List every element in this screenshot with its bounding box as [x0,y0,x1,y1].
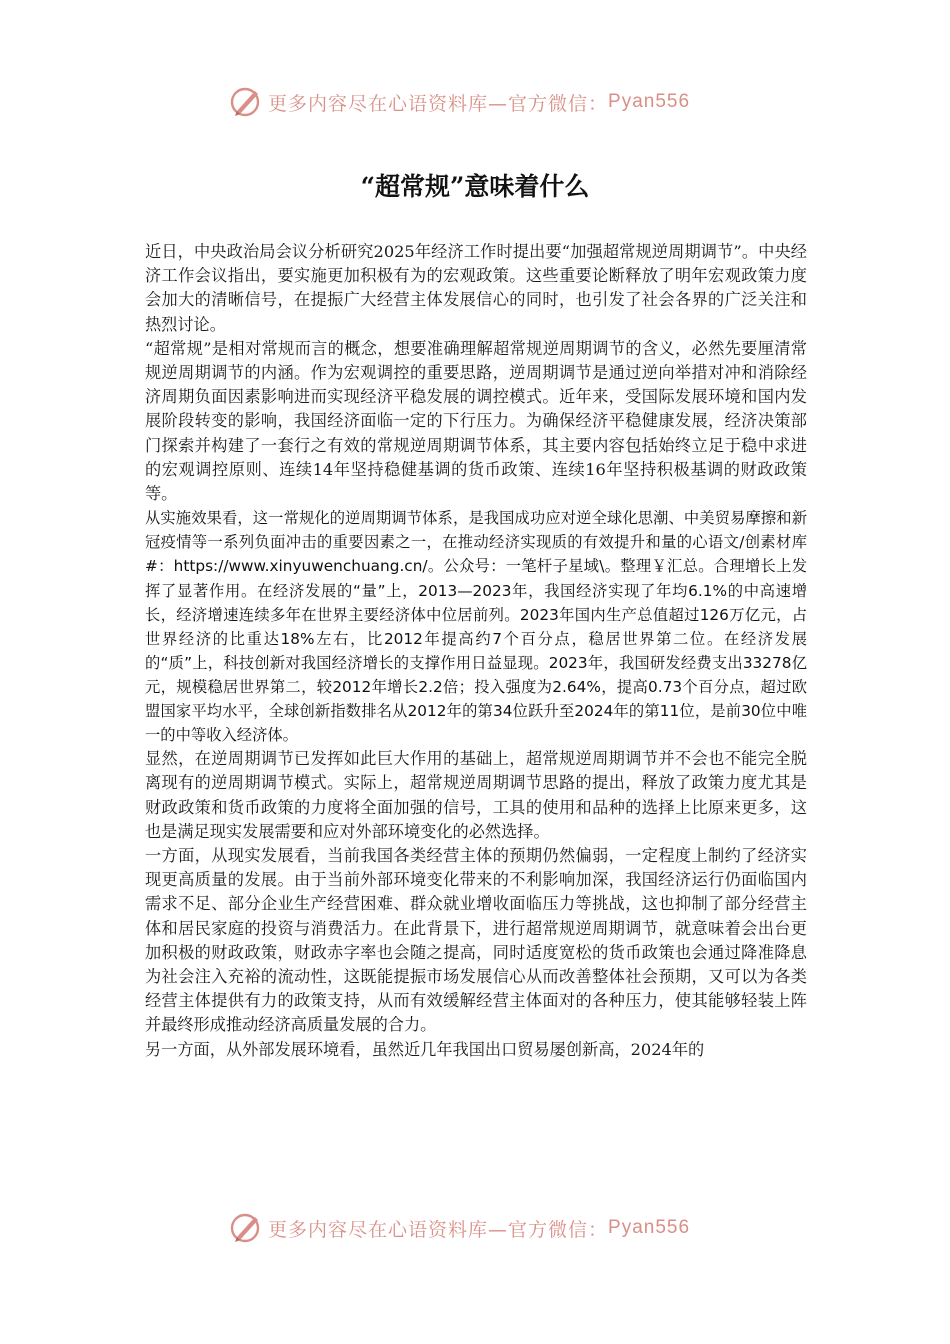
article-paragraph: “超常规”是相对常规而言的概念，想要准确理解超常规逆周期调节的含义，必然先要厘清常规逆周期调节的内涵。作为宏观调控的重要思路，逆周期调节是通过逆向举措对冲和消除经济周期负面因素影响进而实现经济平稳发展的调控模式。近年来，受国际发展环境和国内发展阶段转变的影响，我国经济面临一定的下行压力。为确保经济平稳健康发展，经济决策部门探索并构建了一套行之有效的常规逆周期调节体系，其主要内容包括始终立足于稳中求进的宏观调控原则、连续14年坚持稳健基调的货币政策、连续16年坚持积极基调的财政政策等。 [145,338,807,504]
header-banner-text: 更多内容尽在心语资料库—官方微信： [268,92,609,115]
pen-logo-icon [228,84,264,120]
pen-logo-icon [228,1210,264,1246]
header-watermark-banner [228,82,748,122]
footer-banner-wechat: Pyan556 [608,1217,691,1238]
article-paragraph: 一方面，从现实发展看，当前我国各类经营主体的预期仍然偏弱，一定程度上制约了经济实现更高质量的发展。由于当前外部环境变化带来的不利影响加深，我国经济运行仍面临国内需求不足、部分企业生产经营困难、群众就业增收面临压力等挑战，这也抑制了部分经营主体和居民家庭的投资与消费活力。在此背景下，进行超常规逆周期调节，就意味着会出台更加积极的财政政策，财政赤字率也会随之提高，同时适度宽松的货币政策也会通过降准降息为社会注入充裕的流动性，这既能提振市场发展信心从而改善整体社会预期，又可以为各类经营主体提供有力的政策支持，从而有效缓解经营主体面对的各种压力，使其能够轻装上阵并最终形成推动经济高质量发展的合力。 [145,845,807,1035]
article-paragraph: 近日，中央政治局会议分析研究2025年经济工作时提出要“加强超常规逆周期调节”。中央经济工作会议指出，要实施更加积极有为的宏观政策。这些重要论断释放了明年宏观政策力度会加大的清晰信号，在提振广大经营主体发展信心的同时，也引发了社会各界的广泛关注和热烈讨论。 [145,242,807,334]
article-paragraph: 显然，在逆周期调节已发挥如此巨大作用的基础上，超常规逆周期调节并不会也不能完全脱离现有的逆周期调节模式。实际上，超常规逆周期调节思路的提出，释放了政策力度尤其是财政政策和货币政策的力度将全面加强的信号，工具的使用和品种的选择上比原来更多，这也是满足现实发展需要和应对外部环境变化的必然选择。 [145,749,807,841]
header-banner-wechat: Pyan556 [608,91,691,112]
article-body [145,240,807,1062]
article-paragraph: 另一方面，从外部发展环境看，虽然近几年我国出口贸易屡创新高，2024年的 [145,1039,705,1059]
article-paragraph: 从实施效果看，这一常规化的逆周期调节体系，是我国成功应对逆全球化思潮、中美贸易摩擦和新冠疫情等一系列负面冲击的重要因素之一，在推动经济实现质的有效提升和量的心语文/创素材库#：https://www.xinyuwenchuang.cn/。公众号：一笔杆子星域\。整理￥汇总。合理增长上发挥了显著作用。在经济发展的“量”上，2013—2023年，我国经济实现了年均6.1%的中高速增长，经济增速连续多年在世界主要经济体中位居前列。2023年国内生产总值超过126万亿元，占世界经济的比重达18%左右，比2012年提高约7个百分点，稳居世界第二位。在经济发展的“质”上，科技创新对我国经济增长的支撑作用日益显现。2023年，我国研发经费支出33278亿元，规模稳居世界第二，较2012年增长2.2倍；投入强度为2.64%，提高0.73个百分点，超过欧盟国家平均水平，全球创新指数排名从2012年的第34位跃升至2024年的第11位，是前30位中唯一的中等收入经济体。 [145,509,807,745]
page-title: “超常规”意味着什么 [360,171,590,201]
footer-watermark-banner [228,1208,748,1248]
footer-banner-text: 更多内容尽在心语资料库—官方微信： [268,1218,609,1241]
